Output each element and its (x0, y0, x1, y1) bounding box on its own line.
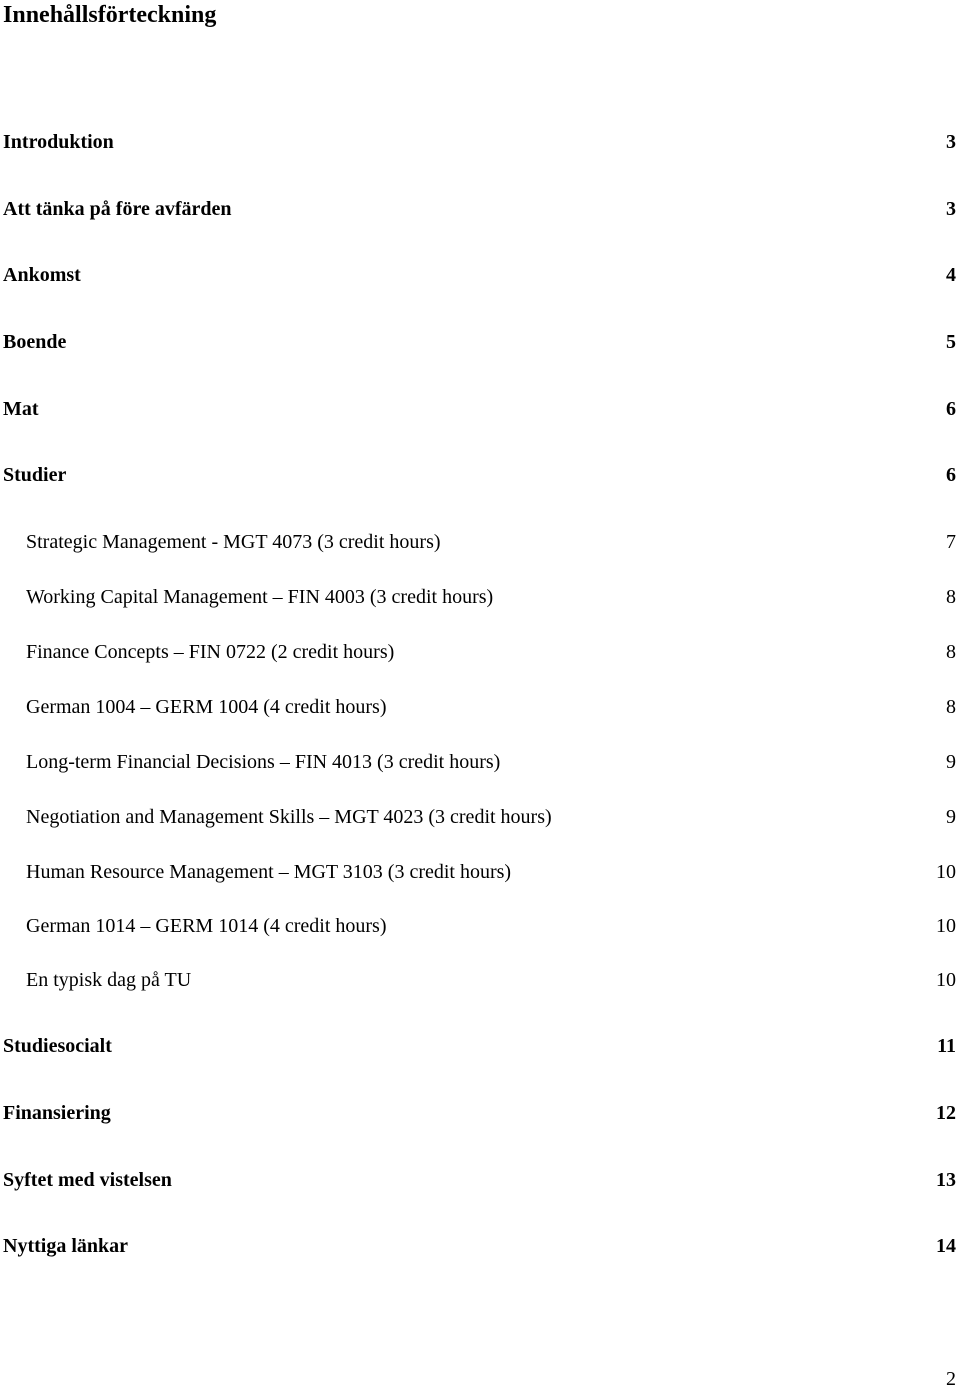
toc-entry-finance-concepts[interactable] (26, 640, 956, 664)
toc-entry-page: 10 (936, 915, 956, 937)
toc-entry-working-capital-management[interactable] (26, 585, 956, 609)
toc-entry-en-typisk-dag-pa-tu[interactable] (26, 968, 956, 992)
toc-entry-finansiering[interactable] (3, 1101, 956, 1125)
toc-entry-label: Syftet med vistelsen (3, 1169, 172, 1191)
toc-entry-page: 14 (936, 1235, 956, 1257)
toc-entry-studiesocialt[interactable] (3, 1034, 956, 1058)
toc-entry-label: Studiesocialt (3, 1035, 112, 1057)
toc-entry-long-term-financial-decisions[interactable] (26, 750, 956, 774)
toc-entry-label: Introduktion (3, 131, 114, 153)
toc-entry-negotiation-and-management-skills[interactable] (26, 805, 956, 829)
toc-entry-label: Human Resource Management – MGT 3103 (3 credit hours) (26, 861, 512, 883)
toc-entry-mat[interactable] (3, 397, 956, 421)
toc-entry-introduktion[interactable] (3, 130, 956, 154)
toc-entry-studier[interactable] (3, 463, 956, 487)
toc-entry-boende[interactable] (3, 330, 956, 354)
toc-entry-syftet-med-vistelsen[interactable] (3, 1168, 956, 1192)
toc-entry-german-1014[interactable] (26, 914, 956, 938)
toc-entry-label: Finansiering (3, 1102, 111, 1124)
page-number: 2 (946, 1368, 956, 1390)
toc-entry-label: Att tänka på före avfärden (3, 198, 232, 220)
toc-title: Innehållsförteckning (3, 2, 217, 28)
toc-entry-page: 3 (946, 131, 956, 153)
toc-entry-page: 11 (937, 1035, 956, 1057)
toc-entry-label: Ankomst (3, 264, 81, 286)
toc-entry-label: En typisk dag på TU (26, 969, 192, 991)
toc-entry-label: Strategic Management - MGT 4073 (3 credit hours) (26, 531, 441, 553)
toc-entry-strategic-management[interactable] (26, 530, 956, 554)
toc-entry-page: 13 (936, 1169, 956, 1191)
toc-entry-page: 10 (936, 861, 956, 883)
toc-entry-page: 8 (946, 696, 956, 718)
toc-entry-page: 9 (946, 751, 956, 773)
toc-entry-ankomst[interactable] (3, 263, 956, 287)
toc-entry-label: Mat (3, 398, 39, 420)
toc-entry-page: 7 (946, 531, 956, 553)
toc-entry-page: 6 (946, 398, 956, 420)
toc-entry-page: 8 (946, 641, 956, 663)
toc-entry-label: Long-term Financial Decisions – FIN 4013 (3 credit hours) (26, 751, 501, 773)
toc-entry-label: Working Capital Management – FIN 4003 (3 credit hours) (26, 586, 494, 608)
toc-entry-page: 6 (946, 464, 956, 486)
toc-entry-page: 12 (936, 1102, 956, 1124)
toc-entry-label: Finance Concepts – FIN 0722 (2 credit hours) (26, 641, 395, 663)
toc-entry-page: 5 (946, 331, 956, 353)
toc-entry-human-resource-management[interactable] (26, 860, 956, 884)
toc-entry-label: German 1004 – GERM 1004 (4 credit hours) (26, 696, 387, 718)
toc-entry-label: Studier (3, 464, 67, 486)
toc-entry-label: Negotiation and Management Skills – MGT 4023 (3 credit hours) (26, 806, 552, 828)
toc-entry-att-tanka-pa-fore-avfarden[interactable] (3, 197, 956, 221)
toc-entry-label: Boende (3, 331, 67, 353)
toc-entry-page: 9 (946, 806, 956, 828)
toc-entry-german-1004[interactable] (26, 695, 956, 719)
toc-entry-page: 8 (946, 586, 956, 608)
toc-entry-page: 4 (946, 264, 956, 286)
toc-entry-label: Nyttiga länkar (3, 1235, 128, 1257)
toc-entry-page: 10 (936, 969, 956, 991)
toc-entry-nyttiga-lankar[interactable] (3, 1234, 956, 1258)
toc-entry-page: 3 (946, 198, 956, 220)
toc-entry-label: German 1014 – GERM 1014 (4 credit hours) (26, 915, 387, 937)
